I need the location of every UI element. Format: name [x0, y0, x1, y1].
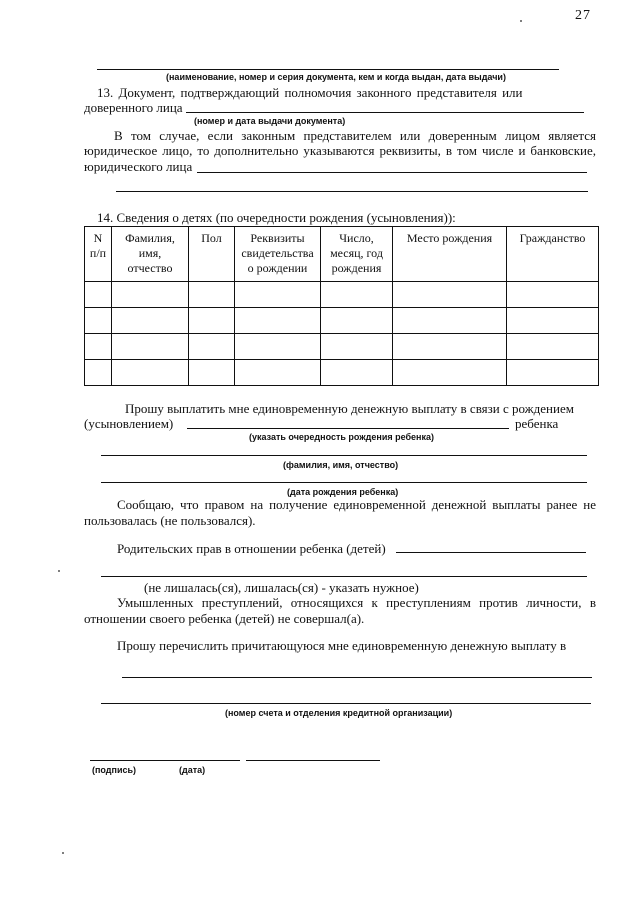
children-table-cell[interactable] — [235, 282, 321, 308]
parental-rights-line[interactable] — [396, 552, 586, 553]
children-table-cell[interactable] — [235, 360, 321, 386]
children-table-row — [85, 360, 599, 386]
legal-entity-line1: В том случае, если законным представителем или доверенным лицом является — [114, 128, 596, 143]
children-table-cell[interactable] — [393, 308, 507, 334]
children-table-cell[interactable] — [189, 308, 235, 334]
transfer-line1: Прошу перечислить причитающуюся мне единовременную денежную выплату в — [117, 638, 567, 653]
signature-line[interactable] — [90, 760, 240, 761]
col-birth-place: Место рождения — [393, 227, 507, 282]
children-table-cell[interactable] — [393, 282, 507, 308]
crimes-line2: отношении своего ребенка (детей) не совершал(а). — [84, 611, 365, 626]
request-line2-right: ребенка — [515, 416, 559, 431]
children-table-row — [85, 334, 599, 360]
legal-entity-line2: юридическое лицо, то дополнительно указываются реквизиты, в том числе и банковские, — [84, 143, 596, 158]
children-table-cell[interactable] — [507, 360, 599, 386]
notice-line1: Сообщаю, что правом на получение единовременной денежной выплаты ранее не — [117, 497, 596, 512]
legal-entity-details-line[interactable] — [197, 172, 587, 173]
parental-rights-line-2[interactable] — [101, 576, 587, 577]
col-fio: Фамилия, имя, отчество — [112, 227, 189, 282]
children-table-cell[interactable] — [235, 334, 321, 360]
children-table-cell[interactable] — [321, 308, 393, 334]
children-table-cell[interactable] — [85, 308, 112, 334]
crimes-line1: Умышленных преступлений, относящихся к преступлениям против личности, в — [117, 595, 596, 610]
children-table-cell[interactable] — [507, 282, 599, 308]
children-table-cell[interactable] — [393, 334, 507, 360]
request-line2-left: (усыновлением) — [84, 416, 174, 431]
birth-order-line[interactable] — [187, 428, 509, 429]
children-table-cell[interactable] — [112, 360, 189, 386]
notice-line2: пользовалась (не пользовался). — [84, 513, 256, 528]
item13-line2: доверенного лица — [84, 100, 183, 115]
children-table-row — [85, 282, 599, 308]
scan-speck — [520, 20, 522, 22]
children-table-cell[interactable] — [85, 282, 112, 308]
children-table-cell[interactable] — [507, 334, 599, 360]
date-line[interactable] — [246, 760, 380, 761]
scan-speck — [62, 852, 64, 854]
item14-title: 14. Сведения о детях (по очередности рождения (усыновления)): — [97, 210, 456, 225]
date-caption: (дата) — [179, 765, 206, 775]
birth-order-caption: (указать очередность рождения ребенка) — [249, 432, 434, 442]
col-citizenship: Гражданство — [507, 227, 599, 282]
request-line1: Прошу выплатить мне единовременную денежную выплату в связи с рождением — [125, 401, 574, 416]
legal-entity-line3: юридического лица — [84, 159, 193, 174]
children-table-cell[interactable] — [112, 282, 189, 308]
children-table-cell[interactable] — [189, 282, 235, 308]
account-line-2[interactable] — [101, 703, 591, 704]
children-table-header — [85, 227, 599, 282]
signature-caption: (подпись) — [92, 765, 137, 775]
child-dob-line[interactable] — [101, 482, 587, 483]
child-dob-caption: (дата рождения ребенка) — [287, 487, 399, 497]
children-table-cell[interactable] — [235, 308, 321, 334]
legal-entity-details-line-2[interactable] — [116, 191, 588, 192]
col-number: N п/п — [85, 227, 112, 282]
children-table-cell[interactable] — [321, 360, 393, 386]
doc-issued-caption: (наименование, номер и серия документа, кем и когда выдан, дата выдачи) — [166, 72, 506, 82]
item13-document-line[interactable] — [186, 112, 584, 113]
parental-rights-caption: (не лишалась(ся), лишалась(ся) - указать нужное) — [144, 580, 419, 595]
scan-speck — [58, 570, 60, 572]
children-table-cell[interactable] — [321, 334, 393, 360]
account-caption: (номер счета и отделения кредитной организации) — [225, 708, 453, 718]
children-table-row — [85, 308, 599, 334]
col-gender: Пол — [189, 227, 235, 282]
children-table-cell[interactable] — [507, 308, 599, 334]
col-birth-date: Число, месяц, год рождения — [321, 227, 393, 282]
account-line[interactable] — [122, 677, 592, 678]
children-table-cell[interactable] — [112, 334, 189, 360]
child-fio-caption: (фамилия, имя, отчество) — [283, 460, 399, 470]
col-birth-certificate: Реквизиты свидетельства о рождении — [235, 227, 321, 282]
children-table-cell[interactable] — [189, 360, 235, 386]
item13-line1: 13. Документ, подтверждающий полномочия законного представителя или — [97, 85, 523, 100]
child-fio-line[interactable] — [101, 455, 587, 456]
page-number: 27 — [575, 8, 591, 23]
doc-issued-line[interactable] — [97, 69, 559, 70]
item13-caption: (номер и дата выдачи документа) — [194, 116, 346, 126]
children-table-cell[interactable] — [393, 360, 507, 386]
children-table-cell[interactable] — [85, 334, 112, 360]
children-table-cell[interactable] — [85, 360, 112, 386]
children-table — [84, 226, 599, 386]
parental-rights-label: Родительских прав в отношении ребенка (детей) — [117, 541, 386, 556]
children-table-cell[interactable] — [112, 308, 189, 334]
children-table-cell[interactable] — [189, 334, 235, 360]
children-table-cell[interactable] — [321, 282, 393, 308]
